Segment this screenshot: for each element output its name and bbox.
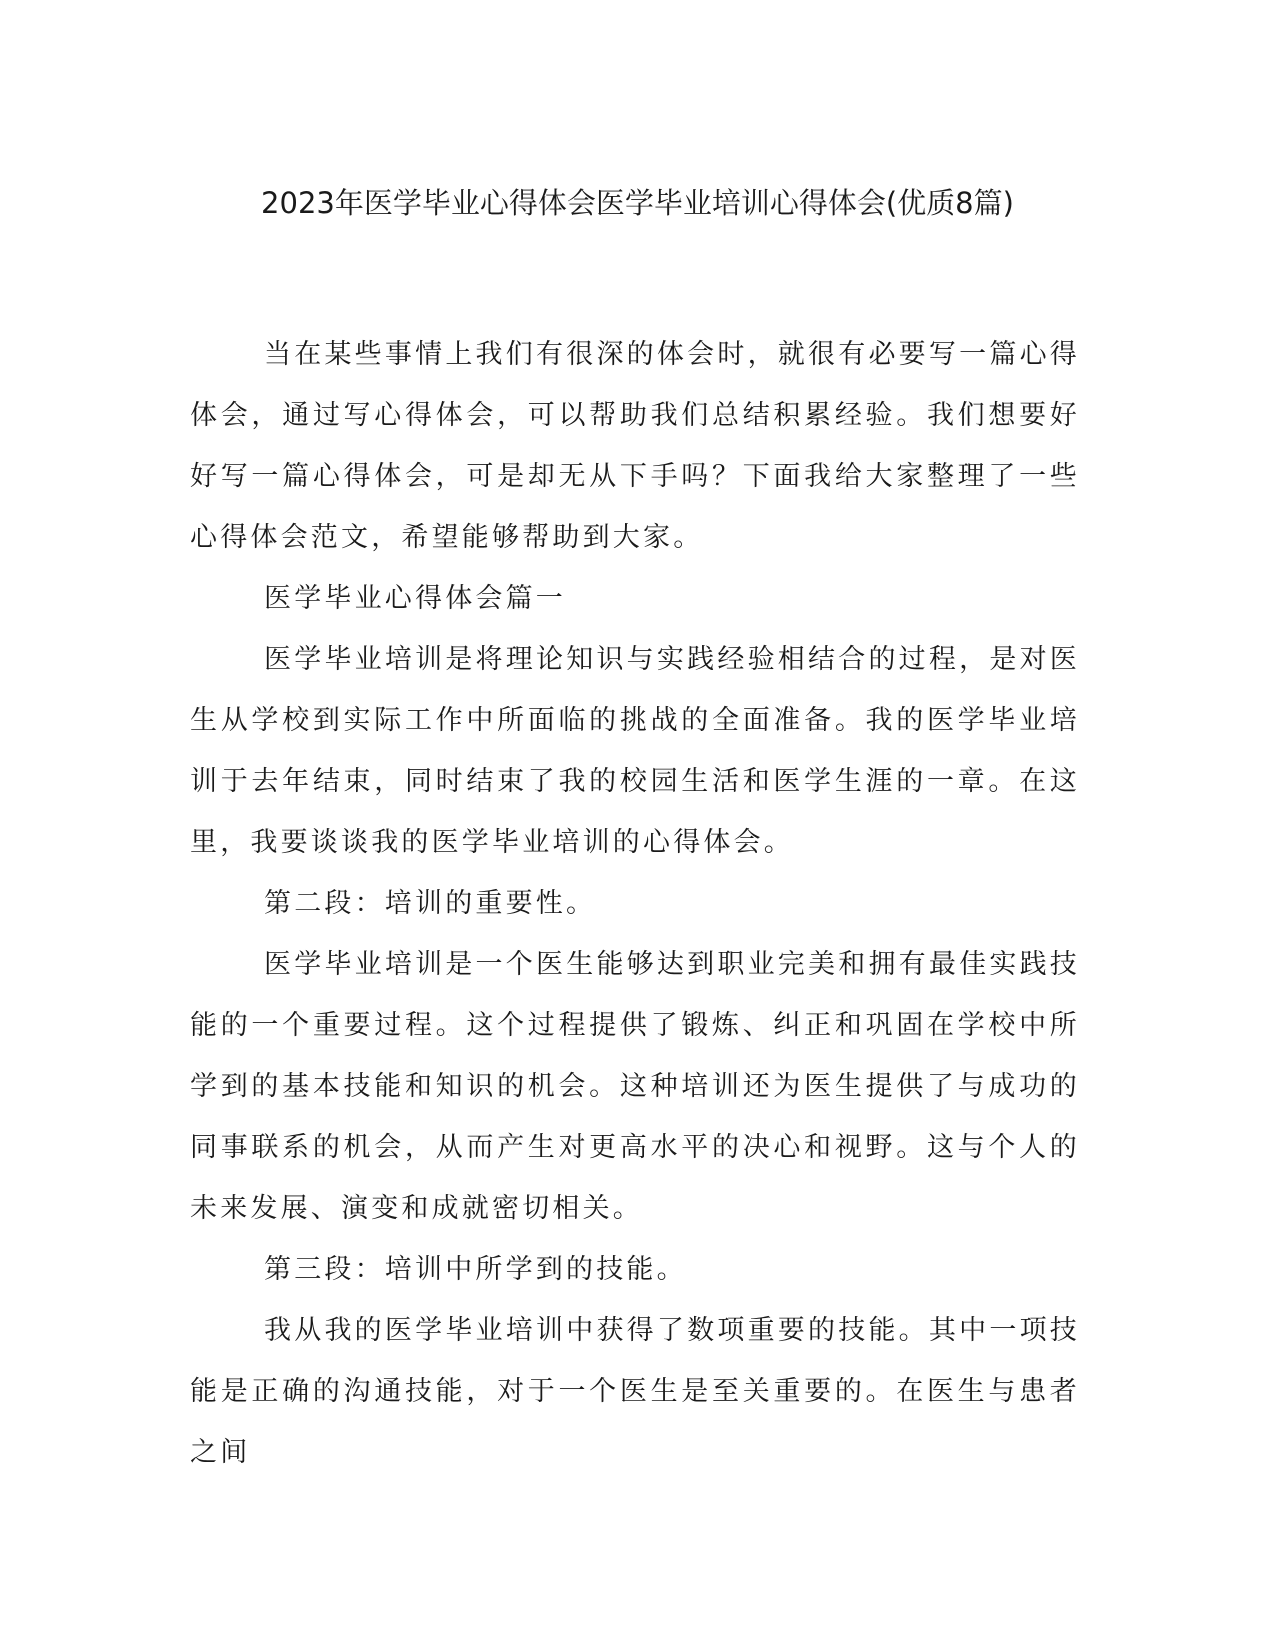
section-heading-chapter-one: 医学毕业心得体会篇一 <box>264 583 566 614</box>
paragraph-second: 医学毕业培训是一个医生能够达到职业完美和拥有最佳实践技能的一个重要过程。这个过程提供了锻炼、纠正和巩固在学校中所学到的基本技能和知识的机会。这种培训还为医生提供了与成功的同事联系的机会，从而产生对更高水平的决心和视野。这与个人的未来发展、演变和成就密切相关。 <box>190 949 1080 1224</box>
paragraph-first: 医学毕业培训是将理论知识与实践经验相结合的过程，是对医生从学校到实际工作中所面临的挑战的全面准备。我的医学毕业培训于去年结束，同时结束了我的校园生活和医学生涯的一章。在这里，我要谈谈我的医学毕业培训的心得体会。 <box>190 644 1080 858</box>
document-body <box>190 324 1080 1483</box>
paragraph-third: 我从我的医学毕业培训中获得了数项重要的技能。其中一项技能是正确的沟通技能，对于一个医生是至关重要的。在医生与患者之间 <box>190 1315 1080 1468</box>
document-title: 2023年医学毕业心得体会医学毕业培训心得体会(优质8篇) <box>261 186 1014 220</box>
section-heading-second: 第二段：培训的重要性。 <box>264 888 597 919</box>
paragraph-intro: 当在某些事情上我们有很深的体会时，就很有必要写一篇心得体会，通过写心得体会，可以帮助我们总结积累经验。我们想要好好写一篇心得体会，可是却无从下手吗？下面我给大家整理了一些心得体会范文，希望能够帮助到大家。 <box>190 339 1080 553</box>
section-heading-third: 第三段：培训中所学到的技能。 <box>264 1254 687 1285</box>
